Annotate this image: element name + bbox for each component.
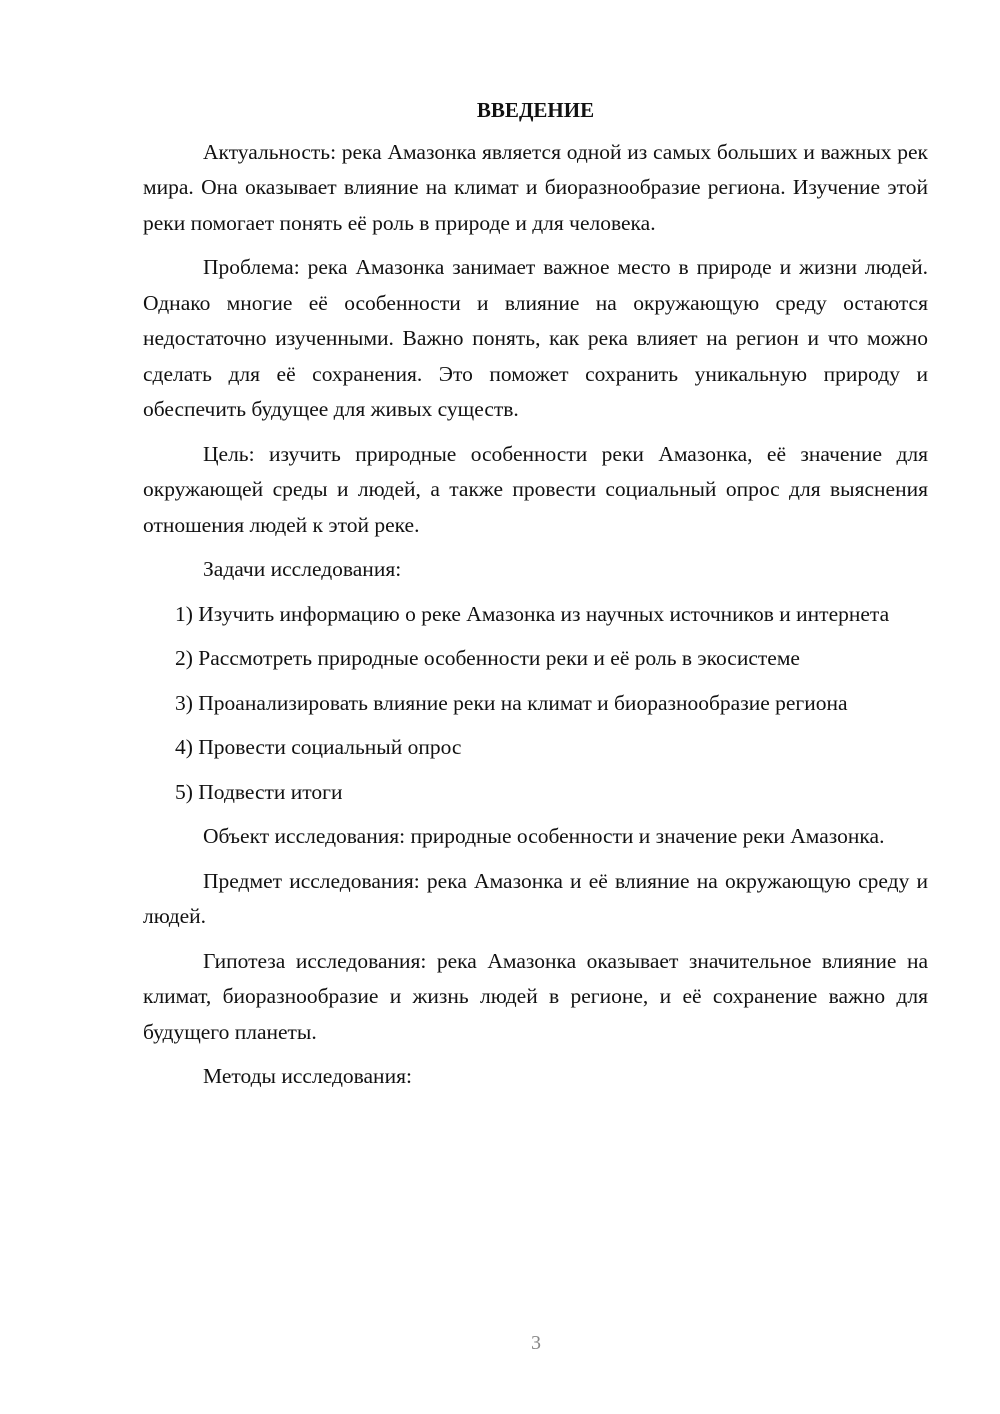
list-item-task-2: 2) Рассмотреть природные особенности реки и её роль в экосистеме xyxy=(175,646,800,670)
list-item-task-4: 4) Провести социальный опрос xyxy=(175,735,462,759)
page-content xyxy=(143,93,928,1104)
page-title: ВВЕДЕНИЕ xyxy=(476,98,595,122)
paragraph-hypothesis: Гипотеза исследования: река Амазонка оказывает значительное влияние на климат, биоразнообразие и жизнь людей в регионе, и её сохранение важно для будущего планеты. xyxy=(143,948,928,1044)
paragraph-goal: Цель: изучить природные особенности реки Амазонка, её значение для окружающей среды и людей, а также провести социальный опрос для выяснения отношения людей к этой реке. xyxy=(143,441,928,537)
list-item-task-3: 3) Проанализировать влияние реки на климат и биоразнообразие региона xyxy=(175,690,848,715)
paragraph-tasks-heading: Задачи исследования: xyxy=(203,557,402,581)
list-item-task-5: 5) Подвести итоги xyxy=(175,779,343,804)
page-number: 3 xyxy=(531,1332,541,1354)
paragraph-relevance: Актуальность: река Амазонка является одной из самых больших и важных рек мира. Она оказывает влияние на климат и биоразнообразие региона. Изучение этой реки помогает понять её роль в природе и для человека. xyxy=(143,139,928,235)
paragraph-object: Объект исследования: природные особенности и значение реки Амазонка. xyxy=(203,824,885,848)
paragraph-problem: Проблема: река Амазонка занимает важное место в природе и жизни людей. Однако многие её особенности и влияние на окружающую среду остаются недостаточно изученными. Важно понять, как река влияет на регион и что можно сделать для её сохранения. Это поможет сохранить уникальную природу и обеспечить будущее для живых существ. xyxy=(143,255,928,421)
paragraph-methods: Методы исследования: xyxy=(203,1064,412,1088)
paragraph-subject: Предмет исследования: река Амазонка и её влияние на окружающую среду и людей. xyxy=(143,868,928,928)
list-item-task-1: 1) Изучить информацию о реке Амазонка из научных источников и интернета xyxy=(175,601,890,626)
